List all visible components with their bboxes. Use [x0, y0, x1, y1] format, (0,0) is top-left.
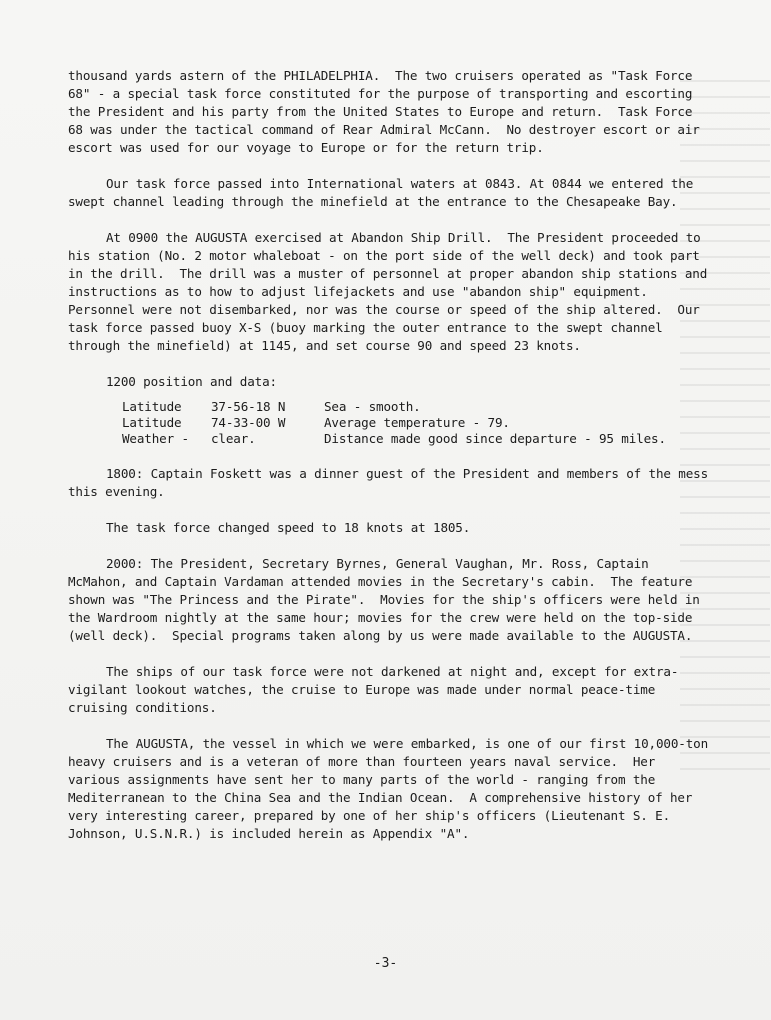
- position-row: [122, 431, 666, 447]
- position-value: 74-33-00 W: [211, 415, 286, 430]
- paragraph-3: At 0900 the AUGUSTA exercised at Abandon Ship Drill. The President proceeded to his station (No. 2 motor whaleboat - on the port side of the well deck) and took part in the drill. The drill was a muster of personnel at proper abandon ship stations and instructions as to how to adjust lifejackets and use "abandon ship" equipment. Personnel were not disembarked, nor was the course or speed of the ship altered. Our task force passed buoy X-S (buoy marking the outer entrance to the swept channel through the minefield) at 1145, and set course 90 and speed 23 knots.: [68, 230, 715, 353]
- paragraph-5: The task force changed speed to 18 knots at 1805.: [106, 520, 471, 535]
- position-row: [122, 415, 666, 431]
- position-heading: 1200 position and data:: [106, 374, 277, 389]
- position-row: [122, 399, 666, 415]
- position-table: [122, 399, 666, 447]
- document-body: [68, 67, 716, 861]
- page-number: -3-: [373, 956, 398, 971]
- position-value: 37-56-18 N: [211, 399, 286, 414]
- paragraph-4: 1800: Captain Foskett was a dinner guest of the President and members of the mess this evening.: [68, 466, 716, 499]
- position-label: Weather -: [122, 431, 189, 446]
- paragraph-7: The ships of our task force were not darkened at night and, except for extra-vigilant lookout watches, the cruise to Europe was made under normal peace-time cruising conditions.: [68, 664, 679, 715]
- position-label: Latitude: [122, 415, 182, 430]
- position-note: Sea - smooth.: [324, 399, 421, 414]
- position-value: clear.: [211, 431, 256, 446]
- paragraph-8: The AUGUSTA, the vessel in which we were embarked, is one of our first 10,000-ton heavy cruisers and is a veteran of more than fourteen years naval service. Her various assignments have sent her to many parts of the world - ranging from the Mediterranean to the China Sea and the Indian Ocean. A comprehensive history of her very interesting career, prepared by one of her ship's officers (Lieutenant S. E. Johnson, U.S.N.R.) is included herein as Appendix "A".: [68, 736, 716, 841]
- position-label: Latitude: [122, 399, 182, 414]
- position-note: Distance made good since departure - 95 miles.: [324, 431, 666, 446]
- paragraph-6: 2000: The President, Secretary Byrnes, General Vaughan, Mr. Ross, Captain McMahon, and Captain Vardaman attended movies in the Secretary's cabin. The feature shown was "The Princess and the Pirate". Movies for the ship's officers were held in the Wardroom nightly at the same hour; movies for the crew were held on the top-side (well deck). Special programs taken along by us were made available to the AUGUSTA.: [68, 556, 708, 643]
- paragraph-2: Our task force passed into International waters at 0843. At 0844 we entered the swept channel leading through the minefield at the entrance to the Chesapeake Bay.: [68, 176, 701, 209]
- position-note: Average temperature - 79.: [324, 415, 510, 430]
- paragraph-1: thousand yards astern of the PHILADELPHIA. The two cruisers operated as "Task Force 68" - a special task force constituted for the purpose of transporting and escorting the President and his party from the United States to Europe and return. Task Force 68 was under the tactical command of Rear Admiral McCann. No destroyer escort or air escort was used for our voyage to Europe or for the return trip.: [68, 68, 708, 155]
